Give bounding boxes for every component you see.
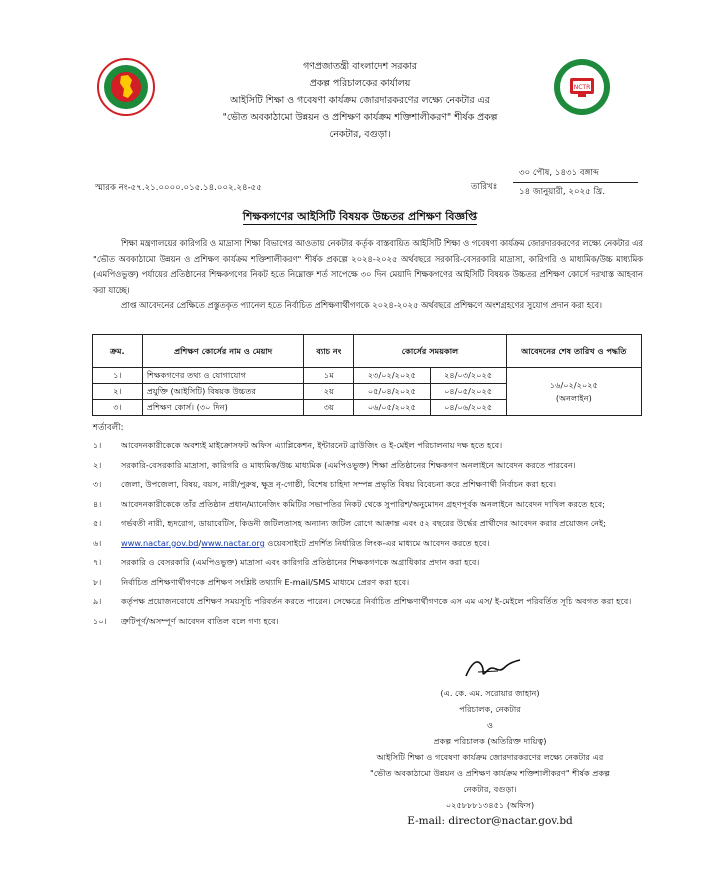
condition-text: ত্রুটিপূর্ণ/অসম্পূর্ণ আবেদন বাতিল বলে গণ্য হবে।	[121, 615, 279, 626]
deadline-date: ১৬/০২/২০২৫	[549, 379, 598, 390]
row-sl: ৩।	[93, 400, 143, 416]
signatory-and: ও	[486, 720, 494, 730]
row-batch: ১ম	[304, 368, 354, 384]
condition-number: ৩।	[93, 479, 102, 489]
condition-text: কর্তৃপক্ষ প্রয়োজনবোধে প্রশিক্ষণ সময়সূচি পরিবর্তন করতে পারেন। সেক্ষেত্রে নির্বাচিত প্রশিক্ষণার্থীগণকে এস এম এস/ ই-মেইলে পরিবর্তিত সূচি অবগত করা হবে।	[121, 596, 632, 606]
date-english: ১৪ জানুয়ারী, ২০২৫ খ্রি.	[519, 187, 606, 197]
row-end-date: ২৪/০৩/২০২৫	[430, 368, 506, 384]
government-seal-logo	[97, 58, 155, 116]
conditions-list	[93, 438, 648, 633]
course-table	[92, 334, 642, 416]
notice-title	[0, 208, 720, 227]
header-line-1: গণপ্রজাতন্ত্রী বাংলাদেশ সরকার	[303, 61, 417, 72]
condition-text: সরকারি ও বেসরকারি (এমপিওভুক্ত) মাদ্রাসা এবং কারিগরি প্রতিষ্ঠানের শিক্ষকগণকে অগ্রাধিকার প্রদান করা হবে।	[121, 557, 480, 567]
project-line-2: "ভৌত অবকাঠামো উন্নয়ন ও প্রশিক্ষণ কার্যক্রম শক্তিশালীকরণ" শীর্ষক প্রকল্প	[370, 768, 610, 778]
date-label: তারিখঃ	[471, 182, 498, 192]
handwritten-signature	[458, 652, 528, 684]
project-line-1: আইসিটি শিক্ষা ও গবেষণা কার্যক্রম জোরদারকরণের লক্ষ্যে নেকটার এর	[376, 752, 604, 762]
list-item	[93, 575, 648, 591]
date-block	[513, 164, 638, 201]
signatory-designation: পরিচালক, নেকটার	[459, 704, 521, 714]
list-item	[93, 477, 648, 493]
memo-number: স্মারক নং-৫৭.২১.০০০০.০১৫.১৪.০০২.২৪-৫৫	[95, 183, 262, 193]
header-deadline: আবেদনের শেষ তারিখ ও পদ্ধতি	[506, 335, 641, 368]
row-sl: ২।	[93, 384, 143, 400]
list-item	[93, 555, 648, 571]
header-line-5: নেকটার, বগুড়া।	[329, 129, 391, 140]
condition-text: নির্বাচিত প্রশিক্ষণার্থীগণকে প্রশিক্ষণ সংশ্লিষ্ট তথ্যাদি E-mail/SMS মাধ্যমে প্রেরণ করা হবে।	[121, 576, 410, 587]
deadline-mode: (অনলাইন)	[555, 392, 592, 403]
row-end-date: ০৪/০৫/২০২৫	[430, 384, 506, 400]
condition-text: জেলা, উপজেলা, বিষয়, বয়স, নারী/পুরুষ, ক্ষুদ্র নৃ-গোষ্ঠী, বিশেষ চাহিদা সম্পন্ন প্রভৃতি বিষয় বিবেচনা করে প্রশিক্ষণার্থী নির্বাচন করা হবে।	[121, 479, 557, 489]
condition-text	[121, 536, 648, 552]
header-line-3: আইসিটি শিক্ষা ও গবেষণা কার্যক্রম জোরদারকরণের লক্ষ্যে নেকটার এর	[230, 95, 490, 106]
conditions-heading: শর্তাবলী:	[93, 423, 124, 433]
row-start-date: ২৩/০২/২০২৫	[354, 368, 430, 384]
header-course-name: প্রশিক্ষণ কোর্সের নাম ও মেয়াদ	[142, 335, 304, 368]
signatory-role: প্রকল্প পরিচালক (অতিরিক্ত দায়িত্ব)	[433, 736, 547, 746]
signature-block	[330, 685, 650, 829]
list-item	[93, 458, 648, 474]
row-course-name: শিক্ষকগণের তথ্য ও যোগাযোগ	[142, 368, 304, 384]
condition-number: ৪।	[93, 498, 102, 509]
condition-number: ৬।	[93, 537, 102, 548]
table-header-row	[93, 335, 642, 368]
condition-number: ১।	[93, 440, 102, 450]
list-item	[93, 594, 648, 610]
header-sl: ক্রম.	[93, 335, 143, 368]
condition-text: গর্ভবতী নারী, হৃদরোগ, ডায়াবেটিস, কিডনী জটিলতাসহ অন্যান্য জটিল রোগে আক্রান্ত এবং ৫২ বছরের উর্দ্ধের প্রার্থীদের আবেদন করার প্রয়োজন নেই;	[121, 518, 607, 528]
row-start-date: ০৫/০৪/২০২৫	[354, 384, 430, 400]
condition-number: ৯।	[93, 596, 102, 606]
list-item	[93, 614, 648, 630]
office-email: E-mail: director@nactar.gov.bd	[407, 815, 573, 827]
condition-text: সরকারি-বেসরকারি মাদ্রাসা, কারিগরি ও মাধ্যমিক/উচ্চ মাধ্যমিক (এমপিওভুক্ত) শিক্ষা প্রতিষ্ঠানের শিক্ষকগণ অনলাইনে আবেদন করতে পারবেন।	[121, 459, 576, 470]
nactar-org-link[interactable]: www.nactar.org	[201, 537, 265, 548]
list-item	[93, 516, 648, 532]
list-item	[93, 438, 648, 454]
header-batch: ব্যাচ নং	[304, 335, 354, 368]
condition-number: ১০।	[93, 615, 107, 626]
row-batch: ৩য়	[304, 400, 354, 416]
date-bangla: ৩০ পৌষ, ১৪৩১ বঙ্গাব্দ	[513, 164, 638, 183]
selection-paragraph: প্রাপ্ত আবেদনের প্রেক্ষিতে প্রস্তুতকৃত প্যানেল হতে নির্বাচিত প্রশিক্ষণার্থীগণকে ২০২৪-২০২৫ অর্থবছরে প্রশিক্ষণে অংশগ্রহণের সুযোগ প্রদান করা হবে।	[121, 300, 602, 310]
condition-text: আবেদনকারীকেকে অবশ্যই মাইক্রোসফট অফিস এ্যাপ্লিকেশন, ইন্টারনেট ব্রাউজিং ও ই-মেইল পরিচালনায় দক্ষ হতে হবে।	[121, 440, 503, 450]
header-line-4: "ভৌত অবকাঠামো উন্নয়ন ও প্রশিক্ষণ কার্যক্রম শক্তিশালীকরণ" শীর্ষক প্রকল্প	[222, 112, 498, 123]
nactar-logo	[553, 58, 611, 116]
row-course-name: প্রযুক্তি (আইসিটি) বিষয়ক উচ্চতর	[142, 384, 304, 400]
row-batch: ২য়	[304, 384, 354, 400]
office-place: নেকটার, বগুড়া।	[463, 784, 517, 794]
row-start-date: ০৬/০৫/২০২৫	[354, 400, 430, 416]
list-item	[93, 536, 648, 552]
condition-number: ৭।	[93, 557, 102, 567]
header-course-period: কোর্সের সময়কাল	[354, 335, 507, 368]
notice-title-text: শিক্ষকগণের আইসিটি বিষয়ক উচ্চতর প্রশিক্ষণ বিজ্ঞপ্তি	[242, 210, 478, 223]
intro-paragraph: শিক্ষা মন্ত্রণালয়ের কারিগরি ও মাদ্রাসা শিক্ষা বিভাগের আওতায় নেকটার কর্তৃক বাস্তবায়িত আইসিটি শিক্ষা ও গবেষণা কার্যক্রম জোরদারকরণের লক্ষ্যে নেকটার এর "ভৌত অবকাঠামো উন্নয়ন ও প্রশিক্ষণ কার্যক্রম শক্তিশালীকরণ" শীর্ষক প্রকল্পে ২০২৪-২০২৫ অর্থবছরে সরকারি-বেসরকারি মাদ্রাসা, কারিগরি ও মাধ্যমিক/উচ্চ মাধ্যমিক (এমপিওভুক্ত) পর্যায়ের প্রতিষ্ঠানের শিক্ষকগণের নিকট হতে নিম্নোক্ত শর্ত সাপেক্ষে ৩০ দিন মেয়াদি শিক্ষকগণের আইসিটি বিষয়ক উচ্চতর প্রশিক্ষণ কোর্সে দরখাস্ত আহবান করা যাচ্ছে।	[93, 238, 643, 295]
condition-number: ২।	[93, 459, 102, 470]
row-sl: ১।	[93, 368, 143, 384]
signatory-name: (এ. কে. এম. সরোয়ার জাহান)	[440, 688, 540, 698]
nactar-gov-link[interactable]: www.nactar.gov.bd	[121, 537, 199, 548]
table-row	[93, 368, 642, 384]
row-end-date: ০৪/০৬/২০২৫	[430, 400, 506, 416]
condition-text-tail: ওয়েবসাইটে প্রদর্শিত নির্ধারিত লিংক-এর মাধ্যমে আবেদন করতে হবে।	[264, 537, 490, 548]
condition-number: ৮।	[93, 576, 102, 587]
list-item	[93, 497, 648, 513]
office-phone: ০২৫৮৮৮১৩৪৫১ (অফিস)	[445, 800, 535, 810]
condition-text: আবেদনকারীকেকে তাঁর প্রতিষ্ঠান প্রধান/ম্যানেজিং কমিটির সভাপতির নিকট থেকে সুপারিশ/অনুমোদন গ্রহণপূর্বক অনলাইনে আবেদন দাখিল করতে হবে;	[121, 498, 605, 509]
condition-number: ৫।	[93, 518, 102, 528]
office-header	[170, 58, 550, 143]
link-separator: /	[198, 537, 202, 548]
row-course-name: প্রশিক্ষণ কোর্স। (৩০ দিন)	[142, 400, 304, 416]
deadline-cell	[506, 368, 641, 416]
nactar-logo-label: NCTR	[573, 84, 591, 91]
header-line-2: প্রকল্প পরিচালকের কার্যালয়	[309, 78, 411, 89]
